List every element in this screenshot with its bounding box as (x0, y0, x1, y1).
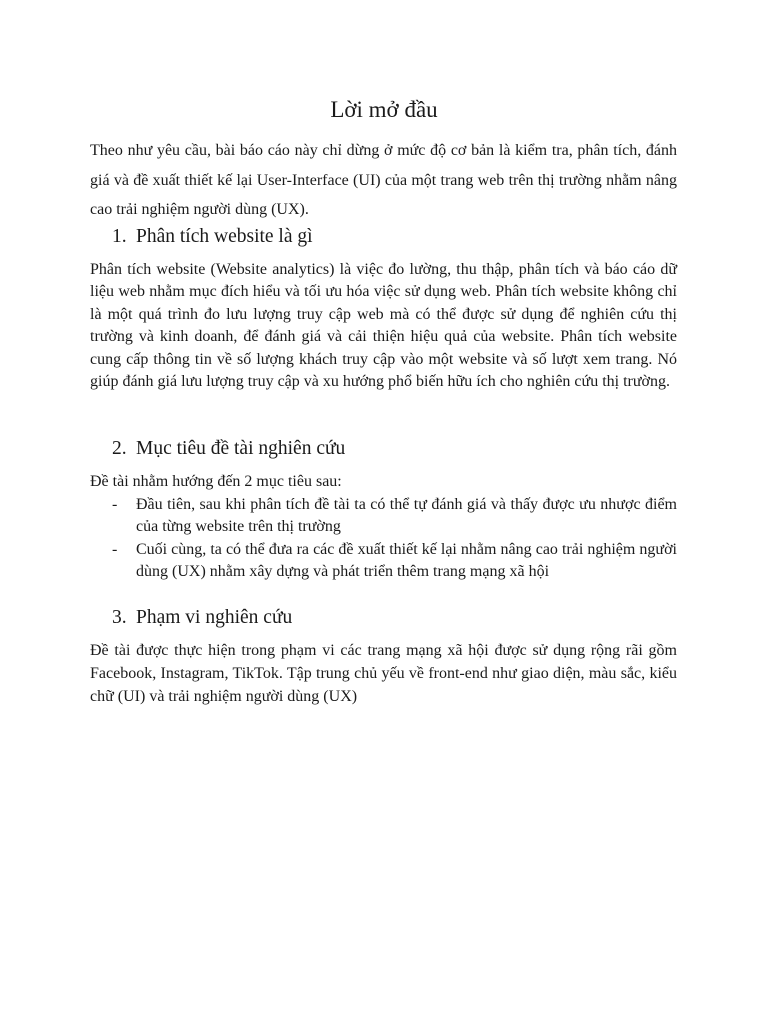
section-lead-2: Đề tài nhằm hướng đến 2 mục tiêu sau: (90, 473, 342, 490)
list-item-text: Cuối cùng, ta có thể đưa ra các đề xuất thiết kế lại nhằm nâng cao trải nghiệm người dùng (UX) nhằm xây dựng và phát triển thêm trang mạng xã hội (136, 540, 677, 581)
objectives-list (90, 494, 677, 584)
section-heading-2 (112, 437, 345, 461)
section-title-1: Phân tích website là gì (136, 226, 313, 247)
section-heading-3 (112, 606, 292, 630)
intro-paragraph: Theo như yêu cầu, bài báo cáo này chỉ dừng ở mức độ cơ bản là kiểm tra, phân tích, đánh giá và đề xuất thiết kế lại User-Interface (UI) của một trang web trên thị trường nhằm nâng cao trải nghiệm người dùng (UX). (90, 142, 677, 218)
section-number-2: 2. (112, 438, 127, 459)
section-heading-1 (112, 225, 313, 249)
page-title: Lời mở đầu (330, 97, 438, 122)
list-item (90, 539, 677, 584)
bullet-dash: - (112, 496, 118, 513)
section-body-3: Đề tài được thực hiện trong phạm vi các trang mạng xã hội được sử dụng rộng rãi gồm Facebook, Instagram, TikTok. Tập trung chủ yếu về front-end như giao diện, màu sắc, kiểu chữ (UI) và trải nghiệm người dùng (UX) (90, 642, 677, 705)
section-body-1: Phân tích website (Website analytics) là việc đo lường, thu thập, phân tích và báo cáo dữ liệu web nhằm mục đích hiểu và tối ưu hóa việc sử dụng web. Phân tích website không chỉ là một quá trình đo lưu lượng truy cập web mà có thể được sử dụng để nghiên cứu thị trường và kinh doanh, để đánh giá và cải thiện hiệu quả của website. Phân tích website cung cấp thông tin về số lượng khách truy cập vào một website và số lượt xem trang. Nó giúp đánh giá lưu lượng truy cập và xu hướng phổ biến hữu ích cho nghiên cứu thị trường. (90, 261, 677, 391)
list-item (90, 494, 677, 539)
list-item-text: Đầu tiên, sau khi phân tích đề tài ta có thể tự đánh giá và thấy được ưu nhược điểm của từng website trên thị trường (136, 496, 677, 536)
section-number-3: 3. (112, 607, 127, 628)
section-title-2: Mục tiêu đề tài nghiên cứu (136, 438, 346, 459)
section-title-3: Phạm vi nghiên cứu (136, 607, 293, 628)
section-number-1: 1. (112, 226, 127, 247)
bullet-dash: - (112, 540, 118, 558)
